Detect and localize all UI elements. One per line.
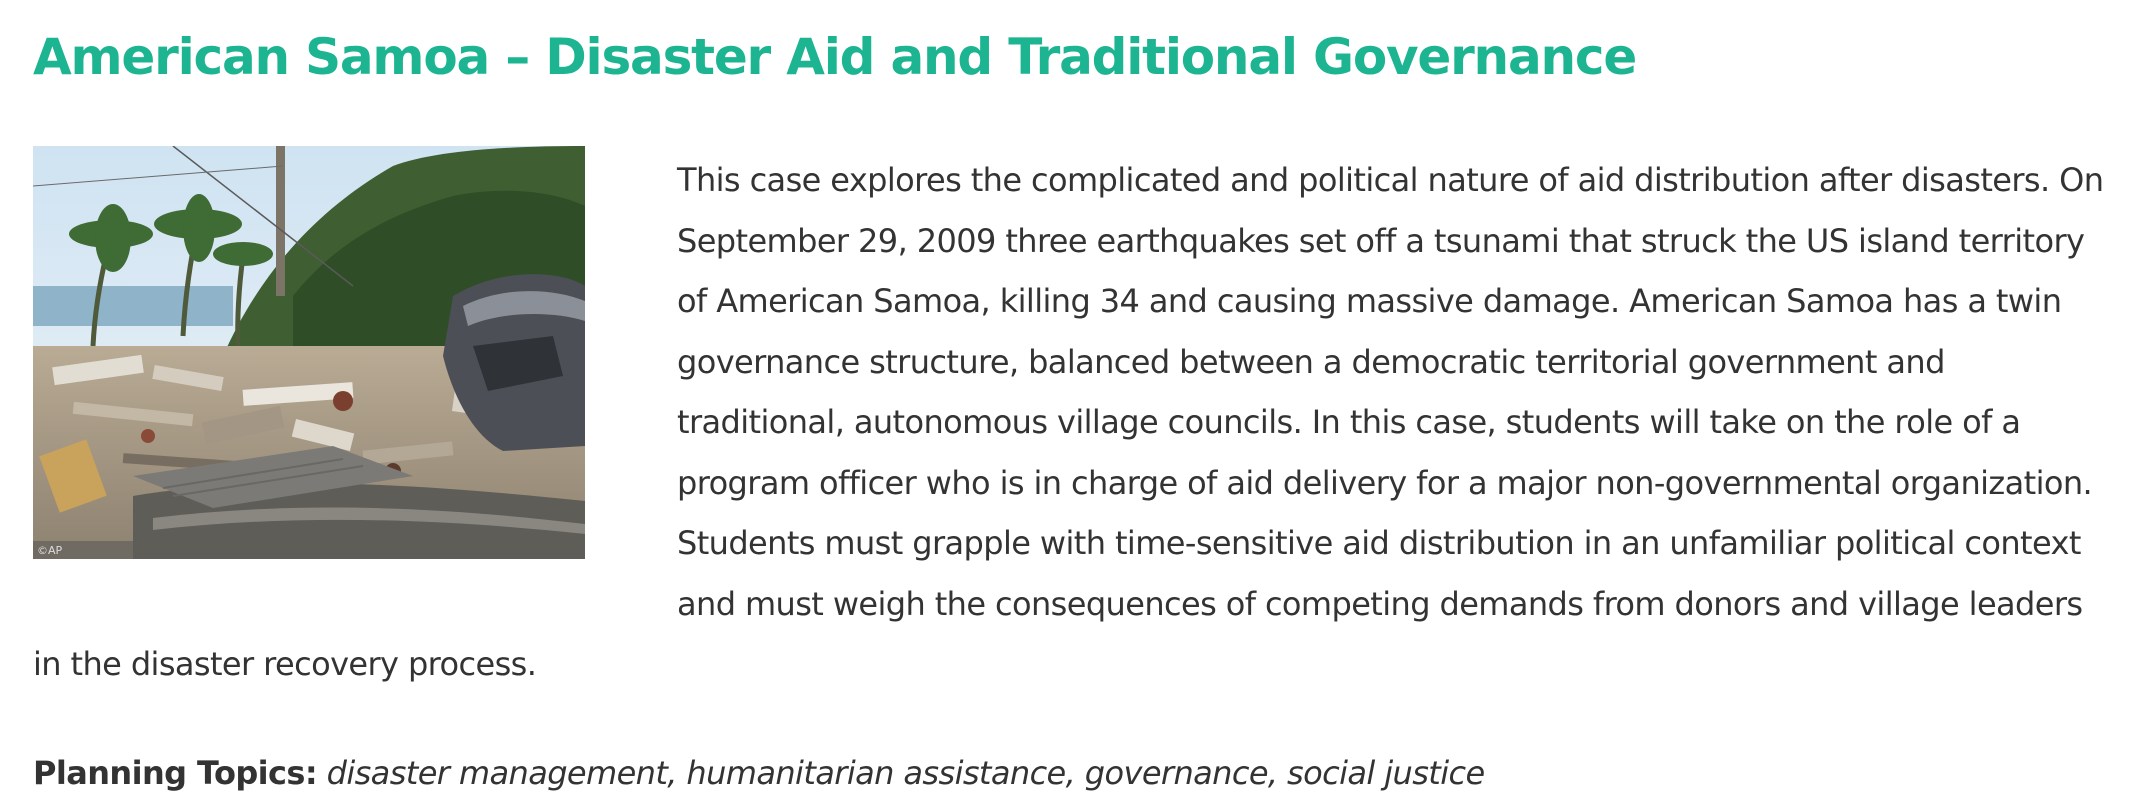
tsunami-damage-image [33, 146, 585, 559]
planning-topics-label: Planning Topics: [33, 753, 318, 792]
page-title: American Samoa – Disaster Aid and Traditional Governance [33, 28, 1637, 86]
case-description: This case explores the complicated and political nature of aid distribution after disasters. On September 29, 2009 three earthquakes set off a tsunami that struck the US island territory of American Samoa, killing 34 and causing massive damage. American Samoa has a twin governance structure, balanced between a democratic territorial government and traditional, autonomous village councils. In this case, students will take on the role of a program officer who is in charge of aid delivery for a major non-governmental organization. Students must grapple with time-sensitive aid distribution in an unfamiliar political context and must weigh the consequences of competing demands from donors and village leaders in the disaster recovery process. [33, 161, 2104, 683]
planning-topics [33, 753, 2113, 793]
photo-credit: ©AP [37, 544, 63, 557]
tsunami-damage-photo [33, 146, 585, 559]
planning-topics-list: disaster management, humanitarian assistance, governance, social justice [326, 753, 1485, 792]
case-article [33, 146, 2113, 695]
case-entry [33, 0, 2113, 793]
